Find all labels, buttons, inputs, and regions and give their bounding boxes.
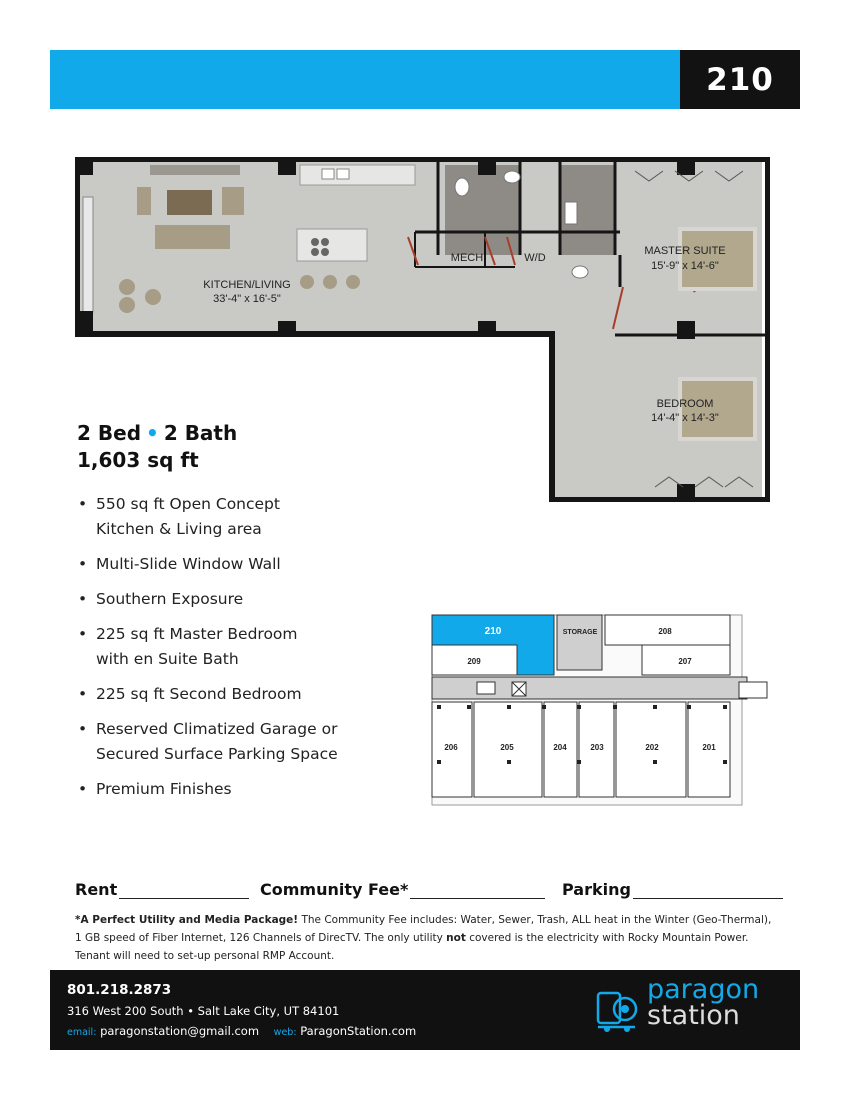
kitchen-living-size: 33'-4" x 16'-5" [213, 293, 281, 305]
address: 316 West 200 South • Salt Lake City, UT 84101 [67, 1004, 340, 1018]
web-label: web: [273, 1027, 297, 1038]
phone-number[interactable]: 801.218.2873 [67, 982, 172, 998]
unit-206-label: 206 [444, 743, 458, 752]
paragon-station-logo [595, 974, 800, 1043]
train-logo-icon [595, 985, 641, 1035]
unit-202-label: 202 [645, 743, 659, 752]
rent-label: Rent [75, 880, 118, 899]
parking-blank[interactable] [633, 880, 783, 899]
brand-station: station [647, 1000, 740, 1031]
beds-count: 2 Bed [77, 421, 142, 445]
fee-note-lead: *A Perfect Utility and Media Package! [75, 914, 299, 926]
bedroom-name: BEDROOM [656, 398, 714, 410]
feature-item: • Multi-Slide Window Wall [78, 552, 338, 577]
community-fee-note [75, 911, 775, 965]
parking-field[interactable] [562, 880, 783, 899]
unit-210-label: 210 [484, 626, 502, 637]
feature-item: • Reserved Climatized Garage or Secured Surface Parking Space [78, 717, 338, 767]
email-link[interactable]: paragonstation@gmail.com [100, 1024, 260, 1038]
unit-204-label: 204 [553, 743, 567, 752]
footer [50, 970, 800, 1050]
building-key-plan [417, 610, 775, 815]
mech-label: MECH [450, 252, 484, 264]
community-fee-label: Community Fee* [260, 880, 409, 899]
master-suite-size: 15'-9" x 14'-6" [651, 260, 719, 272]
parking-label: Parking [562, 880, 631, 899]
rent-blank[interactable] [119, 880, 249, 899]
feature-item: • Southern Exposure [78, 587, 338, 612]
wd-label: W/D [524, 252, 546, 264]
feature-item: • Premium Finishes [78, 777, 338, 802]
unit-area: 1,603 sq ft [77, 448, 199, 472]
feature-item: • 225 sq ft Master Bedroom with en Suite Bath [78, 622, 338, 672]
bedroom-size: 14'-4" x 14'-3" [651, 412, 719, 424]
fee-note-text-2: covered is the electricity with Rocky Mountain Power. Tenant will need to set-up personal RMP Account. [75, 932, 749, 962]
unit-209-label: 209 [467, 657, 481, 666]
email-label: email: [67, 1027, 97, 1038]
feature-item: • 550 sq ft Open Concept Kitchen & Living area [78, 492, 338, 542]
contact-line [67, 1024, 416, 1038]
bed-bath-line [77, 420, 237, 447]
brand-paragon: paragon [647, 974, 760, 1005]
unit-205-label: 205 [500, 743, 514, 752]
unit-207-label: 207 [678, 657, 692, 666]
feature-item: • 225 sq ft Second Bedroom [78, 682, 338, 707]
community-fee-blank[interactable] [410, 880, 545, 899]
baths-count: 2 Bath [163, 421, 238, 445]
rent-field[interactable] [75, 880, 249, 899]
fee-note-text-1: The Community Fee includes: Water, Sewer, Trash, ALL heat in the Winter (Geo-Thermal), 1 GB speed of Fiber Internet, 126 Channels of DirecTV. The only utility [75, 914, 772, 944]
storage-label: STORAGE [562, 629, 598, 636]
master-suite-name: MASTER SUITE [644, 245, 726, 257]
unit-summary [77, 420, 237, 474]
community-fee-field[interactable] [260, 880, 545, 899]
fee-note-emphasis: not [446, 932, 466, 944]
unit-203-label: 203 [590, 743, 604, 752]
header-bar [50, 50, 680, 109]
kitchen-living-name: KITCHEN/LIVING [203, 279, 291, 291]
unit-208-label: 208 [658, 627, 672, 636]
feature-list [78, 492, 338, 812]
brand-wordmark [647, 974, 760, 1031]
unit-number: 210 [680, 50, 800, 109]
separator-dot: • [146, 421, 159, 445]
unit-201-label: 201 [702, 743, 716, 752]
web-link[interactable]: ParagonStation.com [300, 1024, 417, 1038]
